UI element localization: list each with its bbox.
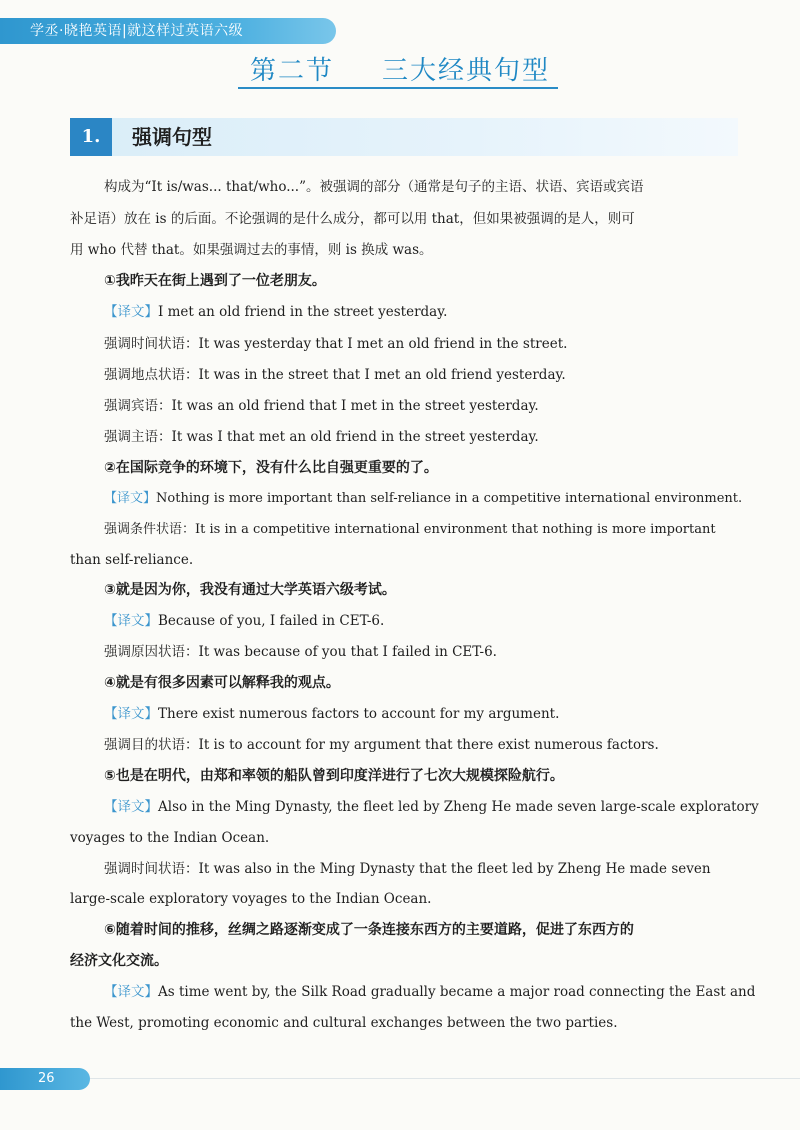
emphasis-note: 强调地点状语：It was in the street that I met an old friend yesterday. [104, 367, 566, 383]
translation-line [104, 982, 755, 1002]
section-title [0, 50, 800, 87]
running-header-text: 学丞·晓艳英语|就这样过英语六级 [30, 23, 244, 39]
translation-text: I met an old friend in the street yesterday. [158, 304, 448, 320]
heading-number: 1. [70, 118, 112, 156]
intro-line: 用 who 代替 that。如果强调过去的事情，则 is 换成 was。 [70, 242, 433, 258]
translation-tag: 【译文】 [104, 613, 158, 629]
example-sentence: ④就是有很多因素可以解释我的观点。 [104, 675, 340, 691]
emphasis-note: 强调原因状语：It was because of you that I failed in CET-6. [104, 644, 497, 660]
translation-text: There exist numerous factors to account for my argument. [158, 706, 560, 722]
emphasis-note: 强调目的状语：It is to account for my argument that there exist numerous factors. [104, 737, 659, 753]
emphasis-note: 强调条件状语：It is in a competitive international environment that nothing is more important [104, 522, 716, 537]
translation-continuation: voyages to the Indian Ocean. [70, 830, 270, 846]
page-number: 26 [38, 1071, 55, 1086]
emphasis-note: than self-reliance. [70, 552, 194, 568]
emphasis-note: large-scale exploratory voyages to the Indian Ocean. [70, 891, 432, 907]
example-sentence: ⑤也是在明代，由郑和率领的船队曾到印度洋进行了七次大规模探险航行。 [104, 768, 564, 784]
translation-line [104, 302, 447, 322]
running-header [0, 18, 336, 44]
translation-line [104, 489, 742, 509]
translation-text: As time went by, the Silk Road gradually became a major road connecting the East and [158, 984, 756, 1000]
translation-text: Because of you, I failed in CET-6. [158, 613, 385, 629]
translation-text: Nothing is more important than self-reliance in a competitive international environment. [156, 491, 743, 506]
emphasis-note: 强调宾语：It was an old friend that I met in the street yesterday. [104, 398, 539, 414]
example-sentence: ①我昨天在街上遇到了一位老朋友。 [104, 273, 326, 289]
emphasis-note: 强调时间状语：It was also in the Ming Dynasty that the fleet led by Zheng He made seven [104, 861, 711, 877]
example-sentence-continuation: 经济文化交流。 [70, 953, 168, 969]
footer-rule [90, 1078, 800, 1079]
title-underline [238, 87, 558, 89]
translation-line [104, 611, 384, 631]
page-number-tab [0, 1068, 90, 1090]
intro-line: 补足语）放在 is 的后面。不论强调的是什么成分，都可以用 that，但如果被强调的是人，则可 [70, 211, 635, 227]
example-sentence: ③就是因为你，我没有通过大学英语六级考试。 [104, 582, 396, 598]
translation-line [104, 797, 759, 817]
section-name: 三大经典句型 [382, 56, 551, 86]
translation-tag: 【译文】 [104, 706, 158, 722]
example-sentence: ②在国际竞争的环境下，没有什么比自强更重要的了。 [104, 460, 438, 476]
intro-line: 构成为“It is/was... that/who...”。被强调的部分（通常是句子的主语、状语、宾语或宾语 [104, 179, 644, 195]
translation-tag: 【译文】 [104, 304, 158, 320]
translation-line [104, 704, 559, 724]
translation-tag: 【译文】 [104, 799, 158, 815]
translation-tag: 【译文】 [104, 984, 158, 1000]
emphasis-note: 强调主语：It was I that met an old friend in the street yesterday. [104, 429, 539, 445]
example-sentence: ⑥随着时间的推移，丝绸之路逐渐变成了一条连接东西方的主要道路，促进了东西方的 [104, 922, 634, 938]
heading-title: 强调句型 [132, 125, 212, 149]
translation-continuation: the West, promoting economic and cultural exchanges between the two parties. [70, 1015, 618, 1031]
translation-text: Also in the Ming Dynasty, the fleet led by Zheng He made seven large-scale exploratory [158, 799, 759, 815]
section-number: 第二节 [249, 56, 334, 86]
emphasis-note: 强调时间状语：It was yesterday that I met an old friend in the street. [104, 336, 568, 352]
translation-tag: 【译文】 [104, 491, 157, 506]
